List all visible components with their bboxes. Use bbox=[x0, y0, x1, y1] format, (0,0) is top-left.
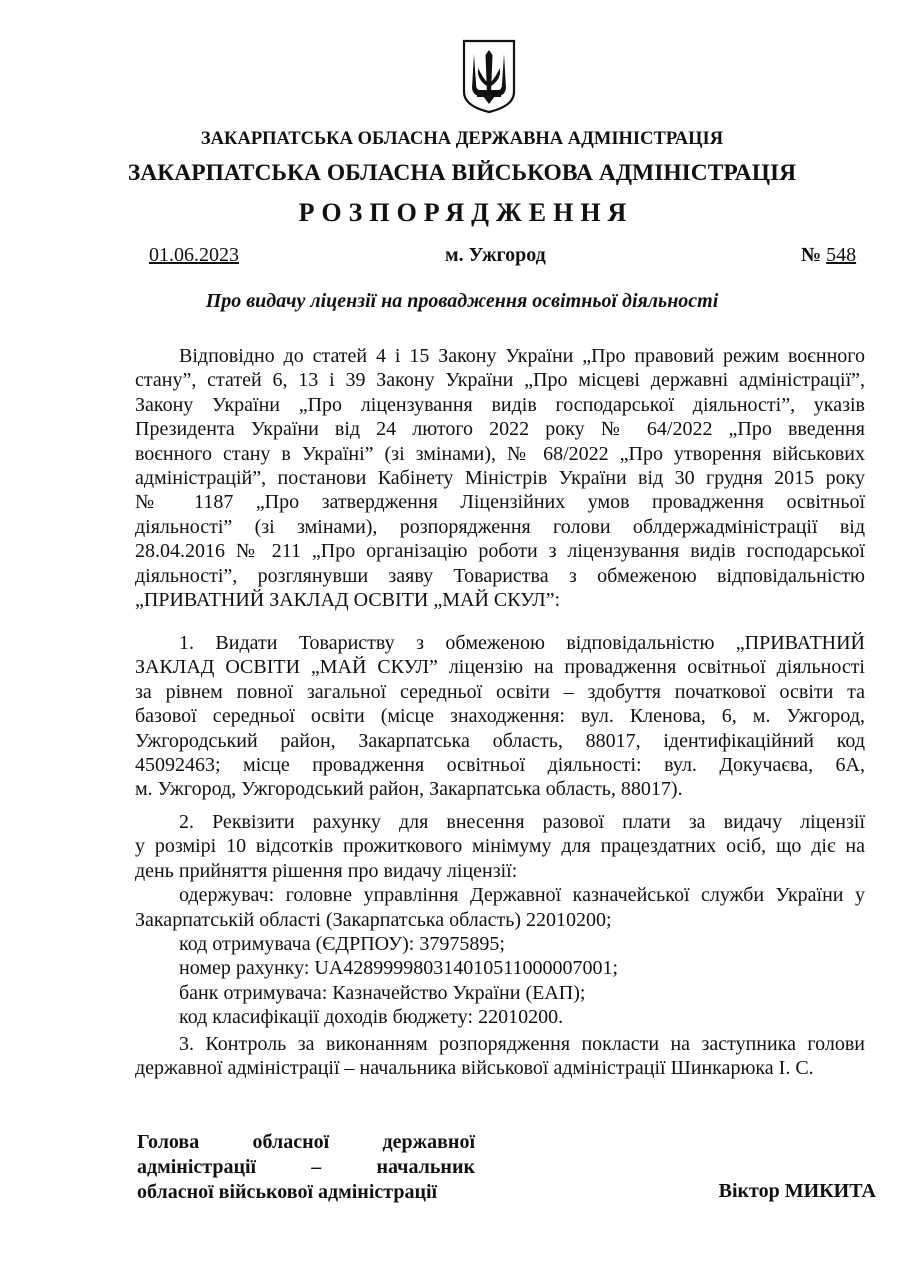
text-line: код класифікації доходів бюджету: 22010200. bbox=[179, 1006, 564, 1029]
trident-emblem-icon bbox=[461, 38, 517, 114]
text-line: діяльності”, розглянувши заяву Товариства з обмеженою відповідальністю bbox=[135, 564, 865, 587]
signatory-name: Віктор МИКИТА bbox=[718, 1180, 876, 1202]
text-line: 3. Контроль за виконанням розпорядження покласти на заступника голови bbox=[179, 1033, 865, 1055]
document-subject: Про видачу ліцензії на провадження освітньої діяльності bbox=[205, 290, 719, 312]
text-line: номер рахунку: UA428999980314010511000007001; bbox=[179, 957, 619, 980]
text-line: № 1187 „Про затвердження Ліцензійних умов провадження освітньої bbox=[135, 491, 865, 514]
text-line: Закарпатській області (Закарпатська область) 22010200; bbox=[135, 908, 612, 931]
number-sign: № bbox=[801, 244, 822, 266]
text-line: діяльності” (зі змінами), розпорядження голови облдержадміністрації від bbox=[135, 515, 865, 538]
issuer-line-1: ЗАКАРПАТСЬКА ОБЛАСНА ДЕРЖАВНА АДМІНІСТРАЦІЯ bbox=[200, 129, 724, 149]
number-value: 548 bbox=[826, 244, 857, 266]
text-line: Відповідно до статей 4 і 15 Закону України „Про правовий режим воєнного bbox=[179, 345, 865, 367]
text-line: 28.04.2016 № 211 „Про організацію роботи з ліцензування видів господарської bbox=[135, 540, 865, 563]
document-number bbox=[801, 244, 856, 267]
text-line: адміністрацій”, постанови Кабінету Міністрів України від 30 грудня 2015 року bbox=[135, 467, 865, 490]
text-line: м. Ужгород, Ужгородський район, Закарпатська область, 88017). bbox=[135, 778, 683, 801]
signatory-title bbox=[137, 1130, 475, 1205]
preamble-paragraph bbox=[135, 344, 865, 612]
text-line: у розмірі 10 відсотків прожиткового мінімуму для працездатних осіб, що діє на bbox=[135, 835, 865, 858]
text-line: банк отримувача: Казначейство України (ЕАП); bbox=[179, 981, 586, 1004]
text-line: Закону України „Про ліцензування видів господарської діяльності”, указів bbox=[135, 393, 865, 416]
text-line: стану”, статей 6, 13 і 39 Закону України „Про місцеві державні адміністрації”, bbox=[135, 369, 865, 392]
text-line: одержувач: головне управління Державної казначейської служби України у bbox=[179, 884, 865, 907]
signatory-title-line: Голова обласної державної bbox=[137, 1131, 475, 1153]
document-type-title: РОЗПОРЯДЖЕННЯ bbox=[298, 198, 634, 227]
issuer-line-2: ЗАКАРПАТСЬКА ОБЛАСНА ВІЙСЬКОВА АДМІНІСТРАЦІЯ bbox=[127, 160, 797, 186]
text-line: код отримувача (ЄДРПОУ): 37975895; bbox=[179, 933, 505, 956]
text-line: базової середньої освіти (місце знаходження: вул. Кленова, 6, м. Ужгород, bbox=[135, 705, 865, 728]
item-1-paragraph bbox=[135, 631, 865, 802]
text-line: 1. Видати Товариству з обмеженою відповідальністю „ПРИВАТНИЙ bbox=[179, 632, 865, 654]
document-city: м. Ужгород bbox=[445, 244, 546, 266]
text-line: державної адміністрації – начальника військової адміністрації Шинкарюка І. С. bbox=[135, 1057, 814, 1080]
signatory-title-line: обласної військової адміністрації bbox=[137, 1181, 438, 1203]
text-line: 2. Реквізити рахунку для внесення разової плати за видачу ліцензії bbox=[179, 811, 865, 833]
text-line: воєнного стану в Україні” (зі змінами), № 68/2022 „Про утворення військових bbox=[135, 442, 865, 465]
text-line: „ПРИВАТНИЙ ЗАКЛАД ОСВІТИ „МАЙ СКУЛ”: bbox=[135, 589, 561, 612]
text-line: ЗАКЛАД ОСВІТИ „МАЙ СКУЛ” ліцензію на провадження освітньої діяльності bbox=[135, 656, 865, 679]
item-2-paragraph bbox=[135, 810, 865, 1030]
text-line: день прийняття рішення про видачу ліцензії: bbox=[135, 859, 518, 882]
text-line: за рівнем повної загальної середньої освіти – здобуття початкової освіти та bbox=[135, 680, 865, 703]
text-line: Президента України від 24 лютого 2022 року № 64/2022 „Про введення bbox=[135, 418, 865, 441]
signatory-title-line: адміністрації – начальник bbox=[137, 1156, 475, 1178]
document-date: 01.06.2023 bbox=[149, 244, 239, 266]
text-line: Ужгородський район, Закарпатська область, 88017, ідентифікаційний код bbox=[135, 729, 865, 752]
item-3-paragraph bbox=[135, 1032, 865, 1081]
text-line: 45092463; місце провадження освітньої діяльності: вул. Докучаєва, 6А, bbox=[135, 754, 865, 777]
